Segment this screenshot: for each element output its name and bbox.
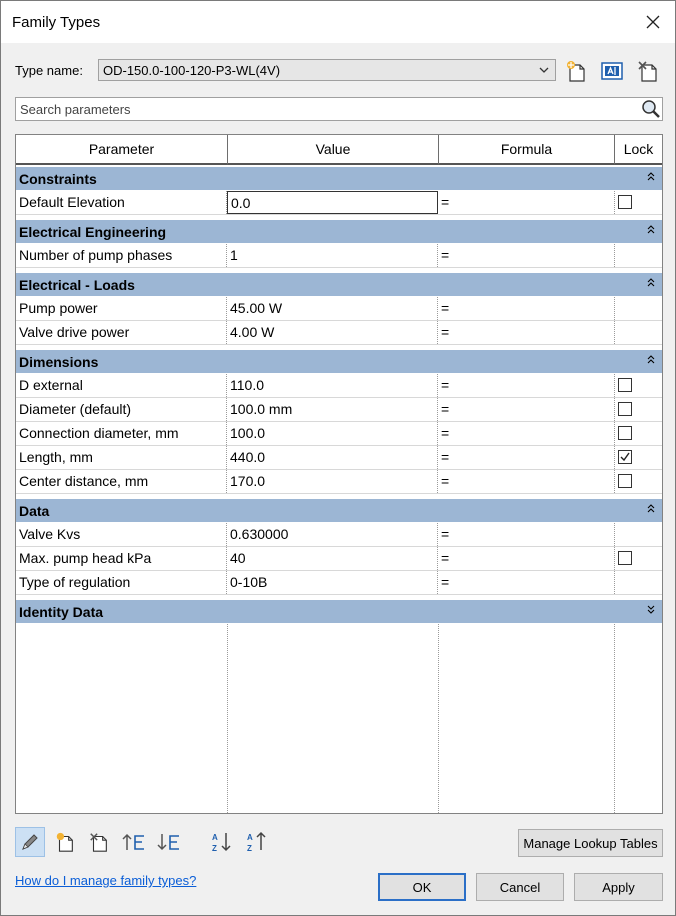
- lock-cell: [615, 321, 662, 344]
- delete-parameter-icon: [88, 831, 110, 853]
- table-row: [16, 523, 662, 547]
- new-parameter-button[interactable]: [50, 827, 80, 857]
- collapse-chevron-icon: [646, 353, 656, 367]
- formula-field[interactable]: =: [438, 321, 615, 344]
- parameter-name: Diameter (default): [16, 398, 227, 421]
- value-field[interactable]: 4.00 W: [227, 321, 438, 344]
- value-field[interactable]: 100.0: [227, 422, 438, 445]
- column-header-parameter[interactable]: Parameter: [16, 135, 228, 165]
- title-bar: [1, 1, 675, 43]
- move-down-icon: [157, 832, 181, 852]
- table-row: [16, 321, 662, 345]
- collapse-chevron-icon: [646, 170, 656, 184]
- table-row: [16, 446, 662, 470]
- sort-ascending-icon: [211, 831, 233, 853]
- delete-parameter-button[interactable]: [84, 827, 114, 857]
- table-row: [16, 470, 662, 494]
- value-field[interactable]: 110.0: [227, 374, 438, 397]
- close-icon: [646, 15, 660, 29]
- formula-field[interactable]: =: [438, 374, 615, 397]
- lock-checkbox[interactable]: [618, 402, 632, 416]
- value-field[interactable]: 1: [227, 244, 438, 267]
- pencil-icon: [20, 832, 40, 852]
- lock-cell: [615, 297, 662, 320]
- lock-cell: [615, 244, 662, 267]
- sort-descending-icon: [246, 831, 268, 853]
- group-label: Electrical Engineering: [19, 224, 167, 240]
- lock-cell: [615, 374, 662, 397]
- parameters-grid: [15, 134, 663, 814]
- svg-text:A: A: [247, 833, 253, 842]
- column-divider: [227, 624, 228, 813]
- parameter-name: Valve Kvs: [16, 523, 227, 546]
- dialog-title: Family Types: [12, 14, 101, 31]
- table-row: [16, 422, 662, 446]
- value-field[interactable]: 170.0: [227, 470, 438, 493]
- group-electrical-engineering[interactable]: [16, 220, 662, 244]
- move-up-button[interactable]: [119, 827, 149, 857]
- value-field[interactable]: 440.0: [227, 446, 438, 469]
- value-field[interactable]: 45.00 W: [227, 297, 438, 320]
- group-identity-data[interactable]: [16, 600, 662, 624]
- group-label: Dimensions: [19, 354, 99, 370]
- column-divider: [438, 624, 439, 813]
- formula-field[interactable]: =: [438, 470, 615, 493]
- group-constraints[interactable]: [16, 167, 662, 191]
- parameter-name: Connection diameter, mm: [16, 422, 227, 445]
- manage-lookup-tables-button[interactable]: Manage Lookup Tables: [518, 829, 663, 857]
- parameter-name: Length, mm: [16, 446, 227, 469]
- formula-field[interactable]: =: [438, 547, 615, 570]
- formula-field[interactable]: =: [438, 244, 615, 267]
- search-input[interactable]: [18, 100, 632, 118]
- formula-field[interactable]: =: [438, 446, 615, 469]
- rename-type-button[interactable]: [600, 59, 624, 83]
- formula-field[interactable]: =: [438, 523, 615, 546]
- parameter-name: Pump power: [16, 297, 227, 320]
- lock-checkbox[interactable]: [618, 551, 632, 565]
- lock-checkbox-checked[interactable]: [618, 450, 632, 464]
- parameter-name: Default Elevation: [16, 191, 227, 214]
- lock-cell: [615, 547, 662, 570]
- table-row: [16, 191, 662, 215]
- lock-cell: [615, 571, 662, 594]
- type-name-label: Type name:: [15, 63, 83, 78]
- parameter-name: Number of pump phases: [16, 244, 227, 267]
- close-button[interactable]: [631, 1, 675, 43]
- new-type-button[interactable]: [564, 59, 588, 83]
- chevron-down-icon: [538, 64, 550, 76]
- edit-parameter-button[interactable]: [15, 827, 45, 857]
- table-row: [16, 244, 662, 268]
- svg-text:A: A: [212, 833, 218, 842]
- parameter-name: Center distance, mm: [16, 470, 227, 493]
- value-field[interactable]: 0.630000: [227, 523, 438, 546]
- group-dimensions[interactable]: [16, 350, 662, 374]
- table-row: [16, 547, 662, 571]
- parameter-name: Valve drive power: [16, 321, 227, 344]
- table-row: [16, 297, 662, 321]
- collapse-chevron-icon: [646, 502, 656, 516]
- group-data[interactable]: [16, 499, 662, 523]
- group-label: Data: [19, 503, 50, 519]
- move-up-icon: [122, 832, 146, 852]
- table-row: [16, 374, 662, 398]
- lock-checkbox[interactable]: [618, 195, 632, 209]
- checkmark-icon: [619, 451, 631, 463]
- column-header-value[interactable]: Value: [228, 135, 439, 165]
- sort-ascending-button[interactable]: [207, 827, 237, 857]
- formula-field[interactable]: =: [438, 571, 615, 594]
- delete-type-button[interactable]: [636, 59, 660, 83]
- value-field[interactable]: 40: [227, 547, 438, 570]
- apply-button[interactable]: Apply: [574, 873, 663, 901]
- group-electrical-loads[interactable]: [16, 273, 662, 297]
- lock-checkbox[interactable]: [618, 426, 632, 440]
- formula-field[interactable]: =: [438, 422, 615, 445]
- parameter-name: D external: [16, 374, 227, 397]
- svg-text:Z: Z: [212, 844, 217, 853]
- column-divider: [614, 624, 615, 813]
- table-row: [16, 571, 662, 595]
- group-label: Constraints: [19, 171, 97, 187]
- formula-field[interactable]: =: [438, 297, 615, 320]
- type-name-value: OD-150.0-100-120-P3-WL(4V): [103, 63, 281, 78]
- delete-type-icon: [636, 59, 660, 83]
- value-field[interactable]: 0.0: [227, 191, 438, 214]
- cancel-button[interactable]: Cancel: [476, 873, 564, 901]
- expand-chevron-icon: [646, 603, 656, 617]
- lock-cell: [615, 470, 662, 493]
- collapse-chevron-icon: [646, 223, 656, 237]
- sort-descending-button[interactable]: [242, 827, 272, 857]
- value-field[interactable]: 100.0 mm: [227, 398, 438, 421]
- lock-checkbox[interactable]: [618, 474, 632, 488]
- lock-cell: [615, 398, 662, 421]
- help-link[interactable]: How do I manage family types?: [15, 873, 197, 888]
- new-parameter-icon: [54, 831, 76, 853]
- group-label: Electrical - Loads: [19, 277, 135, 293]
- formula-field[interactable]: =: [438, 398, 615, 421]
- search-button[interactable]: [641, 99, 661, 122]
- ok-button[interactable]: OK: [378, 873, 466, 901]
- lock-cell: [615, 422, 662, 445]
- type-name-dropdown[interactable]: [98, 59, 556, 81]
- new-type-icon: [564, 59, 588, 83]
- move-down-button[interactable]: [154, 827, 184, 857]
- table-row: [16, 398, 662, 422]
- lock-cell: [615, 191, 662, 214]
- svg-text:Z: Z: [247, 844, 252, 853]
- column-header-lock[interactable]: Lock: [615, 135, 662, 165]
- rename-type-icon: [600, 59, 624, 83]
- column-header-formula[interactable]: Formula: [439, 135, 615, 165]
- value-field[interactable]: 0-10B: [227, 571, 438, 594]
- search-icon: [641, 99, 661, 119]
- lock-cell: [615, 523, 662, 546]
- collapse-chevron-icon: [646, 276, 656, 290]
- parameter-name: Max. pump head kPa: [16, 547, 227, 570]
- search-box: [15, 97, 663, 121]
- parameter-name: Type of regulation: [16, 571, 227, 594]
- lock-checkbox[interactable]: [618, 378, 632, 392]
- formula-field[interactable]: =: [438, 191, 615, 214]
- lock-cell: [615, 446, 662, 469]
- group-label: Identity Data: [19, 604, 104, 620]
